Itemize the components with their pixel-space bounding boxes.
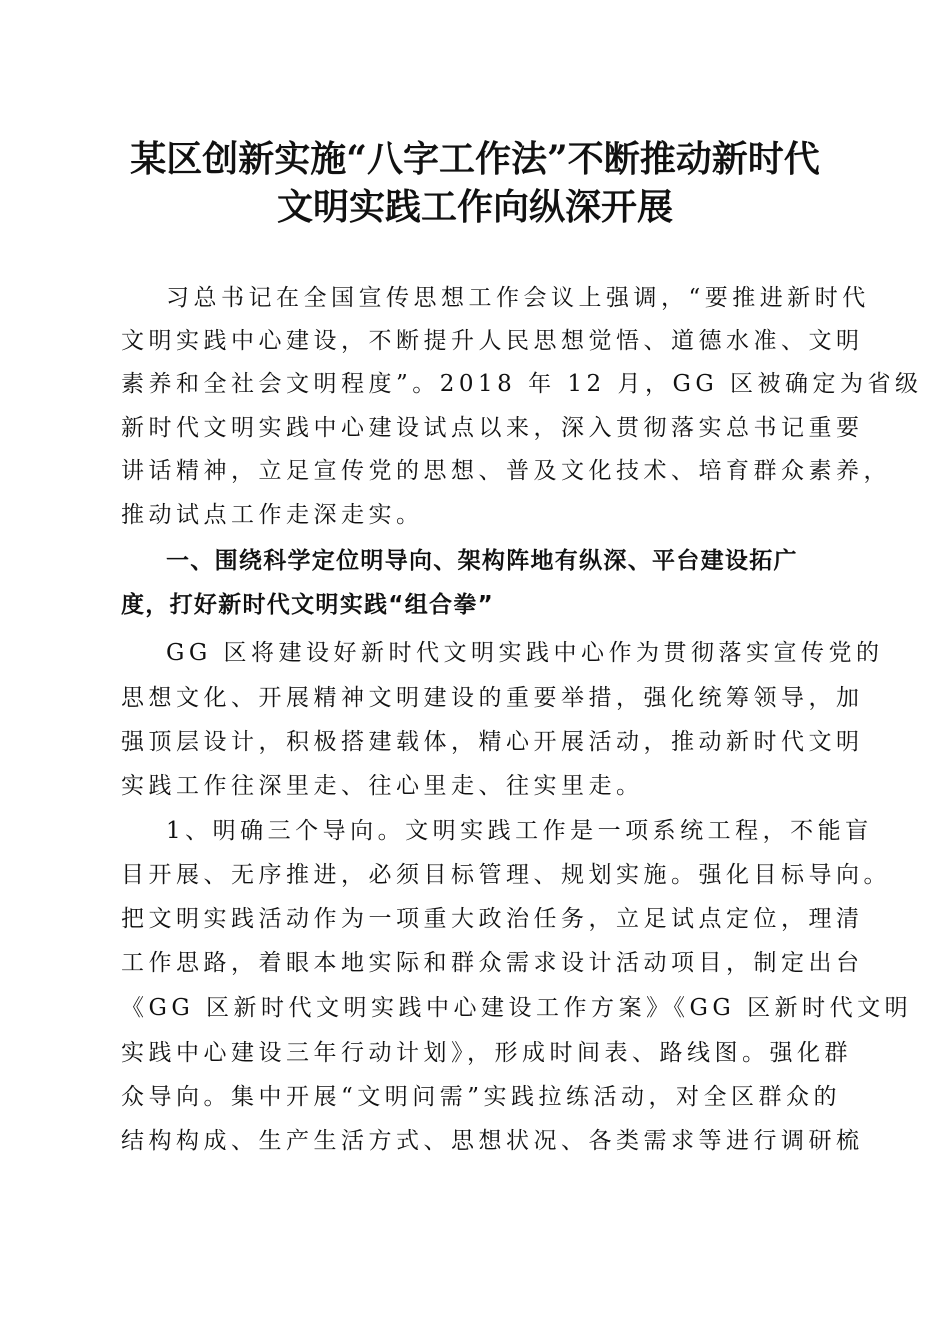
item-1-line-6: 实践中心建设三年行动计划》，形成时间表、路线图。强化群 xyxy=(121,1040,852,1066)
intro-line-4: 新时代文明实践中心建设试点以来，深入贯彻落实总书记重要 xyxy=(121,415,864,441)
item-1-line-4: 工作思路，着眼本地实际和群众需求设计活动项目，制定出台 xyxy=(121,950,864,976)
item-1-line-7: 众导向。集中开展“文明问需”实践拉练活动，对全区群众的 xyxy=(121,1084,842,1110)
item-1-line-5: 《GG 区新时代文明实践中心建设工作方案》《GG 区新时代文明 xyxy=(121,995,913,1021)
item-1-line-2: 目开展、无序推进，必须目标管理、规划实施。强化目标导向。 xyxy=(121,862,891,888)
intro-line-1: 习总书记在全国宣传思想工作会议上强调，“要推进新时代 xyxy=(166,285,870,311)
section-1-line-4: 实践工作往深里走、往心里走、往实里走。 xyxy=(121,773,644,799)
intro-line-5: 讲话精神，立足宣传党的思想、普及文化技术、培育群众素养， xyxy=(121,458,891,484)
item-1-line-8: 结构构成、生产生活方式、思想状况、各类需求等进行调研梳 xyxy=(121,1128,864,1154)
intro-line-6: 推动试点工作走深走实。 xyxy=(121,502,424,528)
section-1-line-1: GG 区将建设好新时代文明实践中心作为贯彻落实宣传党的 xyxy=(166,640,884,666)
section-1-heading-line-1: 一、围绕科学定位明导向、架构阵地有纵深、平台建设拓广 xyxy=(166,548,798,574)
section-1-line-2: 思想文化、开展精神文明建设的重要举措，强化统筹领导，加 xyxy=(121,685,864,711)
intro-line-3: 素养和全社会文明程度”。2018 年 12 月，GG 区被确定为省级 xyxy=(121,371,923,397)
intro-line-2: 文明实践中心建设，不断提升人民思想觉悟、道德水准、文明 xyxy=(121,328,864,354)
item-1-line-3: 把文明实践活动作为一项重大政治任务，立足试点定位，理清 xyxy=(121,906,864,932)
item-1-line-1: 1、明确三个导向。文明实践工作是一项系统工程，不能盲 xyxy=(166,818,873,844)
section-1-line-3: 强顶层设计，积极搭建载体，精心开展活动，推动新时代文明 xyxy=(121,729,864,755)
title-line-2: 文明实践工作向纵深开展 xyxy=(276,186,673,228)
section-1-heading-line-2: 度，打好新时代文明实践“组合拳” xyxy=(121,592,495,618)
title-line-1: 某区创新实施“八字工作法”不断推动新时代 xyxy=(130,138,820,180)
